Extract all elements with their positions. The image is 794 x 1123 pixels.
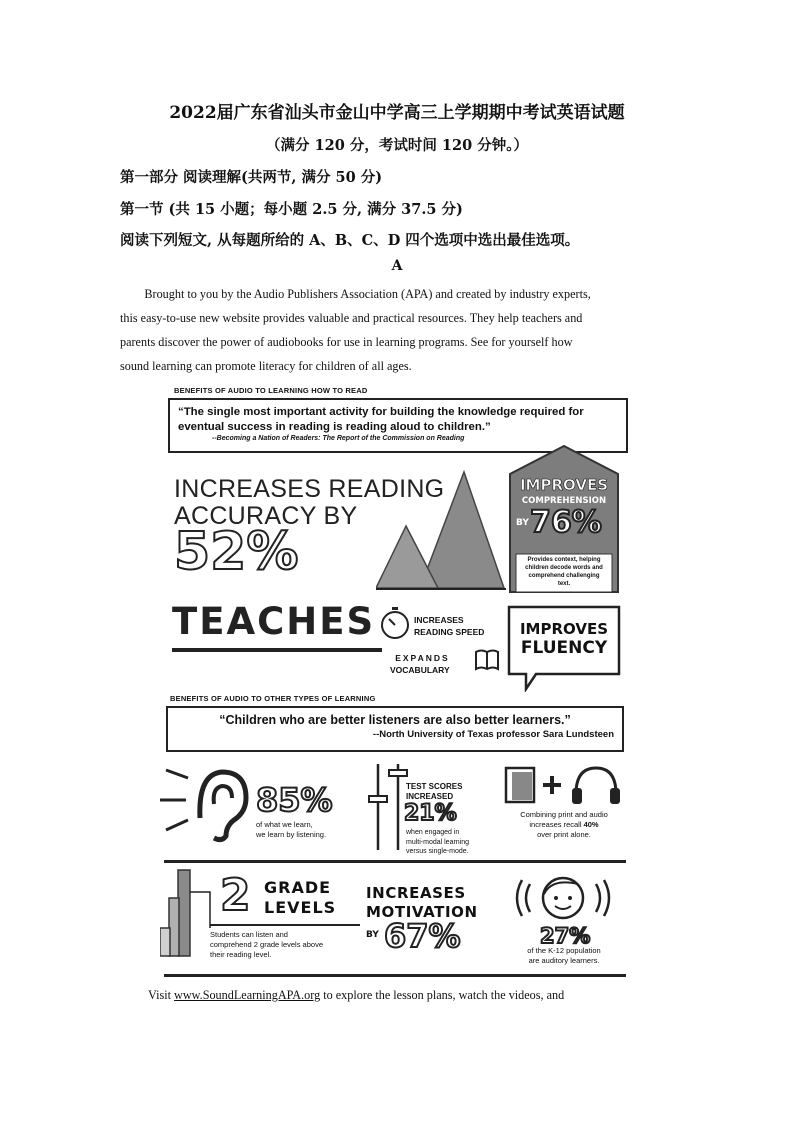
comprehension-note-line: Provides context, helping: [527, 557, 601, 563]
section-divider: [164, 860, 626, 863]
combine-note-percent: 40%: [583, 820, 599, 829]
comprehension-sub: COMPREHENSION: [521, 496, 607, 506]
fluency-label: [506, 620, 622, 658]
intro-line: Brought to you by the Audio Publishers Association (APA) and created by industry experts,: [144, 287, 591, 301]
comprehension-note: [516, 556, 612, 588]
section-heading: 第一节 (共 15 小题；每小题 2.5 分, 满分 37.5 分): [120, 201, 463, 218]
grade-number: 2: [220, 870, 251, 921]
footer-line: [148, 988, 564, 1003]
comprehension-title: IMPROVES: [519, 476, 609, 494]
mountain-small: [376, 526, 438, 588]
footer-text: Visit: [148, 988, 175, 1002]
part-heading: 第一部分 阅读理解(共两节, 满分 50 分): [120, 169, 383, 186]
teaches-heading: TEACHES: [172, 600, 376, 643]
quote-box-learning: [166, 706, 624, 752]
section-label-reading: BENEFITS OF AUDIO TO LEARNING HOW TO READ: [174, 386, 368, 395]
comprehension-by: BY: [516, 518, 529, 528]
grade-note-line: their reading level.: [210, 950, 272, 959]
grade-note-line: Students can listen and: [210, 930, 288, 939]
child-face-icon: [508, 872, 618, 928]
comprehension-value: 76%: [530, 505, 602, 540]
fluency-line: IMPROVES: [519, 620, 609, 638]
grade-word: GRADE: [264, 878, 332, 897]
book-plus-headphones-icon: [504, 764, 624, 808]
instruction: 阅读下列短文, 从每题所给的 A、B、C、D 四个选项中选出最佳选项。: [120, 232, 580, 249]
motivation-value: 67%: [384, 917, 461, 955]
auditory-note-line: of the K-12 population: [527, 946, 601, 955]
mountain-graphic: [376, 468, 506, 592]
mountain-tall: [420, 472, 504, 588]
quote-text: eventual success in reading is reading aloud to children.”: [178, 421, 491, 433]
stopwatch-icon: [380, 606, 410, 640]
teaches-rule: [172, 648, 382, 652]
accuracy-line: ACCURACY BY: [174, 502, 358, 530]
exam-info: （满分 120 分，考试时间 120 分钟。）: [266, 137, 528, 154]
website-link[interactable]: www.SoundLearningAPA.org: [174, 988, 321, 1002]
combine-note-line: [498, 820, 630, 830]
comprehension-note-line: comprehend challenging: [528, 573, 600, 579]
test-note: [406, 828, 469, 857]
listen-note-line: of what we learn,: [256, 820, 313, 829]
bottom-divider: [164, 974, 626, 977]
combine-note: [498, 810, 630, 840]
test-title: [406, 782, 462, 802]
comprehension-panel: [508, 444, 620, 594]
grade-note: [210, 930, 323, 960]
test-note-line: when engaged in: [406, 829, 460, 836]
motivation-line: MOTIVATION: [366, 903, 478, 921]
accuracy-line: INCREASES READING: [174, 475, 445, 503]
comprehension-note-line: text.: [557, 581, 571, 587]
infographic: [160, 384, 630, 984]
auditory-note: [508, 946, 620, 966]
quote-source: --North University of Texas professor Sara Lundsteen: [372, 729, 614, 740]
listen-value: 85%: [256, 781, 333, 819]
test-note-line: versus single-mode.: [406, 848, 469, 855]
test-note-line: multi-modal learning: [406, 838, 470, 846]
listen-note: [256, 820, 326, 840]
intro-line: sound learning can promote literacy for children of all ages.: [120, 359, 412, 373]
book-icon: [474, 648, 500, 672]
vocab-line: VOCABULARY: [390, 665, 450, 675]
accuracy-value: 52%: [174, 522, 299, 582]
intro-line: this easy-to-use new website provides valuable and practical resources. They help teachers and: [120, 311, 583, 325]
test-value: 21%: [404, 801, 457, 826]
test-title-line: TEST SCORES: [406, 782, 463, 791]
listen-note-line: we learn by listening.: [256, 830, 327, 839]
auditory-value: 27%: [540, 924, 591, 948]
passage-letter: A: [391, 258, 403, 274]
grade-words: [264, 878, 336, 918]
motivation-by: BY: [366, 930, 379, 940]
fluency-line: FLUENCY: [520, 638, 608, 658]
grade-word: LEVELS: [264, 898, 337, 917]
speed-label: [414, 614, 484, 638]
vocab-line: EXPANDS: [395, 653, 450, 663]
auditory-note-line: are auditory learners.: [528, 956, 600, 965]
slider-graphic: [368, 760, 408, 852]
ear-icon: [160, 764, 254, 844]
intro-paragraph: [120, 282, 675, 378]
vocab-label: [390, 652, 450, 676]
test-title-line: INCREASED: [406, 792, 454, 801]
motivation-line: INCREASES: [366, 884, 466, 902]
footer-text: to explore the lesson plans, watch the videos, and: [320, 988, 565, 1002]
quote-text: “The single most important activity for building the knowledge required for: [178, 406, 584, 418]
quote-text: “Children who are better listeners are also better learners.”: [219, 713, 571, 727]
page-title: 2022届广东省汕头市金山中学高三上学期期中考试英语试题: [169, 103, 625, 123]
combine-note-line: over print alone.: [537, 830, 591, 839]
section-label-other: BENEFITS OF AUDIO TO OTHER TYPES OF LEARNING: [170, 694, 376, 703]
combine-note-line: Combining print and audio: [520, 810, 608, 819]
intro-line: parents discover the power of audiobooks for use in learning programs. See for yourself how: [120, 335, 573, 349]
grade-underline: [210, 924, 360, 926]
grade-note-line: comprehend 2 grade levels above: [210, 940, 323, 949]
speed-line: INCREASES: [414, 615, 464, 625]
quote-source: --Becoming a Nation of Readers: The Report of the Commission on Reading: [212, 435, 465, 442]
combine-note-text: increases recall: [529, 820, 584, 829]
comprehension-note-line: children decode words and: [525, 565, 603, 571]
speed-line: READING SPEED: [414, 627, 485, 637]
